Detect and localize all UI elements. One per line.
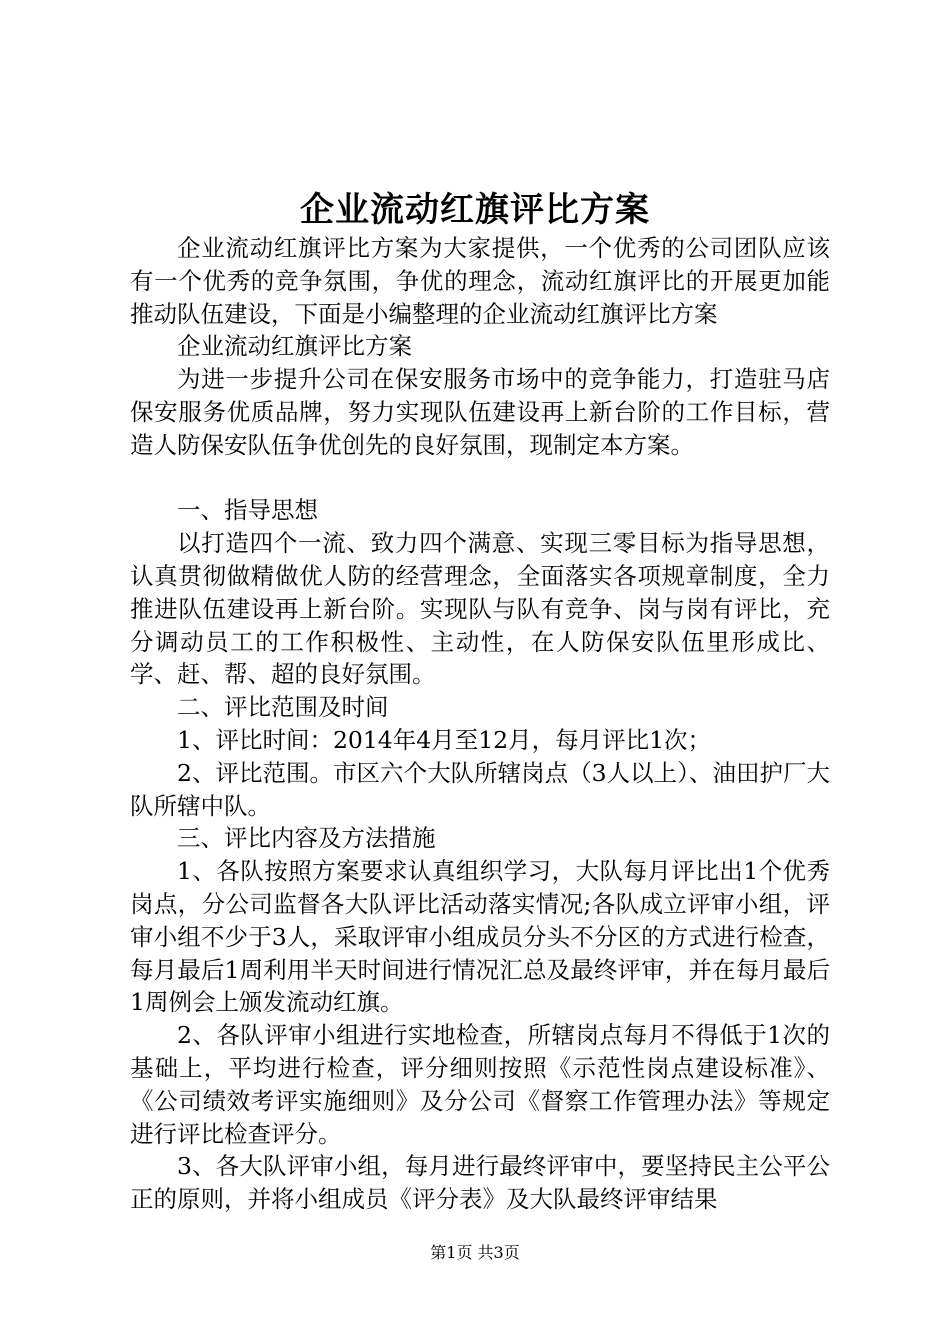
paragraph-intro: 企业流动红旗评比方案为大家提供，一个优秀的公司团队应该有一个优秀的竞争氛围，争优的理念，流动红旗评比的开展更加能推动队伍建设，下面是小编整理的企业流动红旗评比方案 [130,234,830,328]
paragraph-method-3: 3、各大队评审小组，每月进行最终评审中，要坚持民主公平公正的原则，并将小组成员《评分表》及大队最终评审结果 [130,1152,830,1214]
document-body [130,232,830,1216]
paragraph-evaluation-scope: 2、评比范围。市区六个大队所辖岗点（3人以上）、油田护厂大队所辖中队。 [130,758,830,820]
section-heading-content-methods: 三、评比内容及方法措施 [177,824,436,853]
section-heading-guiding-idea: 一、指导思想 [177,496,318,525]
paragraph-method-1: 1、各队按照方案要求认真组织学习，大队每月评比出1个优秀岗点，分公司监督各大队评比活动落实情况;各队成立评审小组，评审小组不少于3人，采取评审小组成员分头不分区的方式进行检查，每月最后1周利用半天时间进行情况汇总及最终评审，并在每月最后1周例会上颁发流动红旗。 [130,857,830,1017]
page-footer: 第1页 共3页 [430,1243,520,1262]
paragraph-guiding-idea: 以打造四个一流、致力四个满意、实现三零目标为指导思想，认真贯彻做精做优人防的经营理念，全面落实各项规章制度，全力推进队伍建设再上新台阶。实现队与队有竞争、岗与岗有评比，充分调动员工的工作积极性、主动性，在人防保安队伍里形成比、学、赶、帮、超的良好氛围。 [130,529,830,689]
document-title: 企业流动红旗评比方案 [300,190,650,230]
paragraph-evaluation-time: 1、评比时间：2014年4月至12月，每月评比1次； [177,725,712,754]
paragraph-purpose: 为进一步提升公司在保安服务市场中的竞争能力，打造驻马店保安服务优质品牌，努力实现队伍建设再上新台阶的工作目标，营造人防保安队伍争优创先的良好氛围，现制定本方案。 [130,365,830,459]
paragraph-subtitle: 企业流动红旗评比方案 [177,332,412,361]
paragraph-method-2: 2、各队评审小组进行实地检查，所辖岗点每月不得低于1次的基础上，平均进行检查，评分细则按照《示范性岗点建设标准》、《公司绩效考评实施细则》及分公司《督察工作管理办法》等规定进行评比检查评分。 [130,1021,830,1148]
section-heading-scope-time: 二、评比范围及时间 [177,693,389,722]
